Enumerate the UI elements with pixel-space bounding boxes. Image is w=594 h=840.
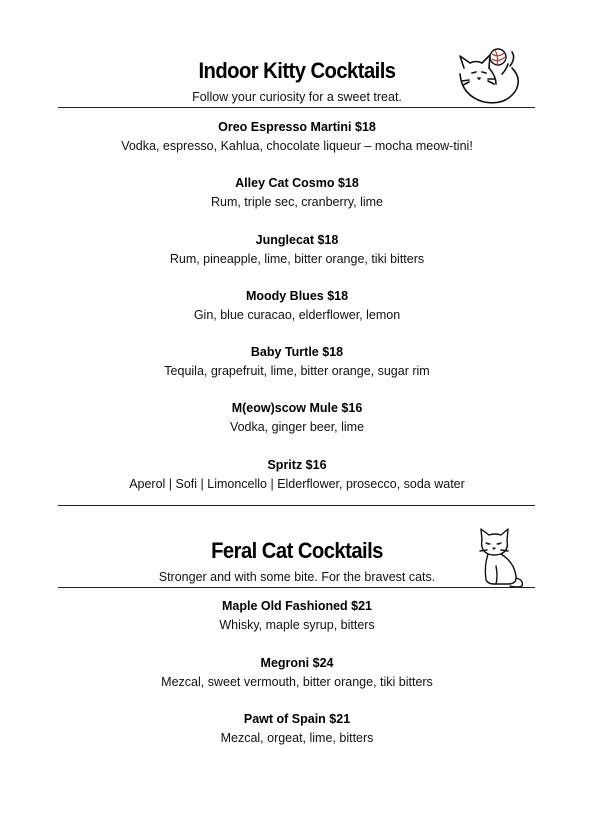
menu-item-description: Mezcal, orgeat, lime, bitters <box>220 731 374 745</box>
menu-item-description: Rum, triple sec, cranberry, lime <box>210 195 384 209</box>
indoor-top-divider <box>58 107 535 108</box>
menu-item-name: Junglecat $18 <box>255 233 339 247</box>
menu-item-name: Maple Old Fashioned $21 <box>221 599 373 613</box>
menu-item <box>0 119 594 154</box>
menu-item-name: Oreo Espresso Martini $18 <box>218 120 376 134</box>
menu-item <box>0 232 594 267</box>
menu-item <box>0 344 594 379</box>
menu-item <box>0 655 594 690</box>
feral-top-divider <box>58 587 535 588</box>
menu-item-description: Vodka, ginger beer, lime <box>229 420 365 434</box>
indoor-section-subtitle: Follow your curiosity for a sweet treat. <box>192 90 402 104</box>
menu-item <box>0 711 594 746</box>
sitting-cat-icon <box>474 526 526 588</box>
menu-item <box>0 400 594 435</box>
menu-item-name: Baby Turtle $18 <box>250 345 344 359</box>
menu-item <box>0 175 594 210</box>
feral-section-subtitle: Stronger and with some bite. For the bravest cats. <box>158 570 436 584</box>
menu-item-description: Vodka, espresso, Kahlua, chocolate liqueur – mocha meow-tini! <box>121 139 473 153</box>
menu-item-name: Alley Cat Cosmo $18 <box>235 176 359 190</box>
menu-item-description: Gin, blue curacao, elderflower, lemon <box>193 308 401 322</box>
menu-item-description: Mezcal, sweet vermouth, bitter orange, tiki bitters <box>161 675 433 689</box>
indoor-section-title: Indoor Kitty Cocktails <box>198 58 396 83</box>
cat-with-yarn-ball-icon <box>452 44 524 108</box>
menu-item <box>0 457 594 492</box>
section-divider <box>58 505 535 506</box>
menu-item-description: Aperol | Sofi | Limoncello | Elderflower, prosecco, soda water <box>129 477 465 491</box>
menu-item <box>0 288 594 323</box>
menu-item <box>0 598 594 633</box>
menu-item-name: Megroni $24 <box>260 656 334 670</box>
menu-item-name: Spritz $16 <box>267 458 327 472</box>
menu-item-description: Tequila, grapefruit, lime, bitter orange, sugar rim <box>164 364 430 378</box>
menu-item-description: Whisky, maple syrup, bitters <box>219 618 375 632</box>
menu-item-description: Rum, pineapple, lime, bitter orange, tiki bitters <box>169 252 425 266</box>
menu-item-name: M(eow)scow Mule $16 <box>231 401 363 415</box>
menu-item-name: Moody Blues $18 <box>245 289 349 303</box>
menu-item-name: Pawt of Spain $21 <box>243 712 351 726</box>
feral-section-title: Feral Cat Cocktails <box>211 538 383 563</box>
